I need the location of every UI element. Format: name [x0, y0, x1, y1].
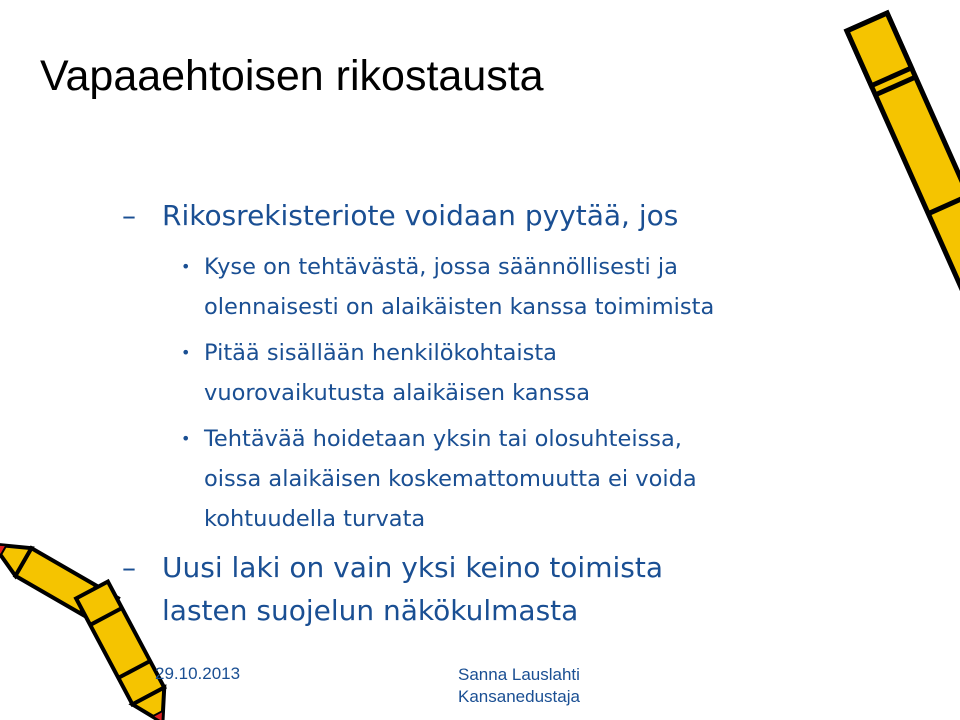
list-item: Rikosrekisteriote voidaan pyytää, jos	[162, 199, 679, 232]
footer-date: 29.10.2013	[155, 664, 241, 683]
dash-marker: –	[122, 551, 136, 584]
bullet-marker: •	[181, 257, 191, 276]
list-item: Uusi laki on vain yksi keino toimista	[162, 551, 663, 584]
list-item: oissa alaikäisen koskemattomuutta ei voida	[204, 466, 697, 492]
list-item: Pitää sisällään henkilökohtaista	[204, 340, 557, 366]
footer-author	[458, 664, 580, 708]
author-role: Kansanedustaja	[458, 687, 580, 706]
list-item: lasten suojelun näkökulmasta	[162, 594, 579, 627]
list-item: olennaisesti on alaikäisten kanssa toimimista	[204, 294, 715, 320]
bullet-marker: •	[181, 343, 191, 362]
list-item: Kyse on tehtävästä, jossa säännöllisesti ja	[204, 254, 678, 280]
list-item: Tehtävää hoidetaan yksin tai olosuhteissa,	[204, 426, 682, 452]
slide-title: Vapaaehtoisen rikostausta	[40, 52, 544, 100]
dash-marker: –	[122, 199, 136, 232]
list-item: kohtuudella turvata	[204, 506, 426, 532]
bullet-marker: •	[181, 429, 191, 448]
list-item: vuorovaikutusta alaikäisen kanssa	[204, 380, 591, 406]
author-name: Sanna Lauslahti	[458, 665, 580, 684]
